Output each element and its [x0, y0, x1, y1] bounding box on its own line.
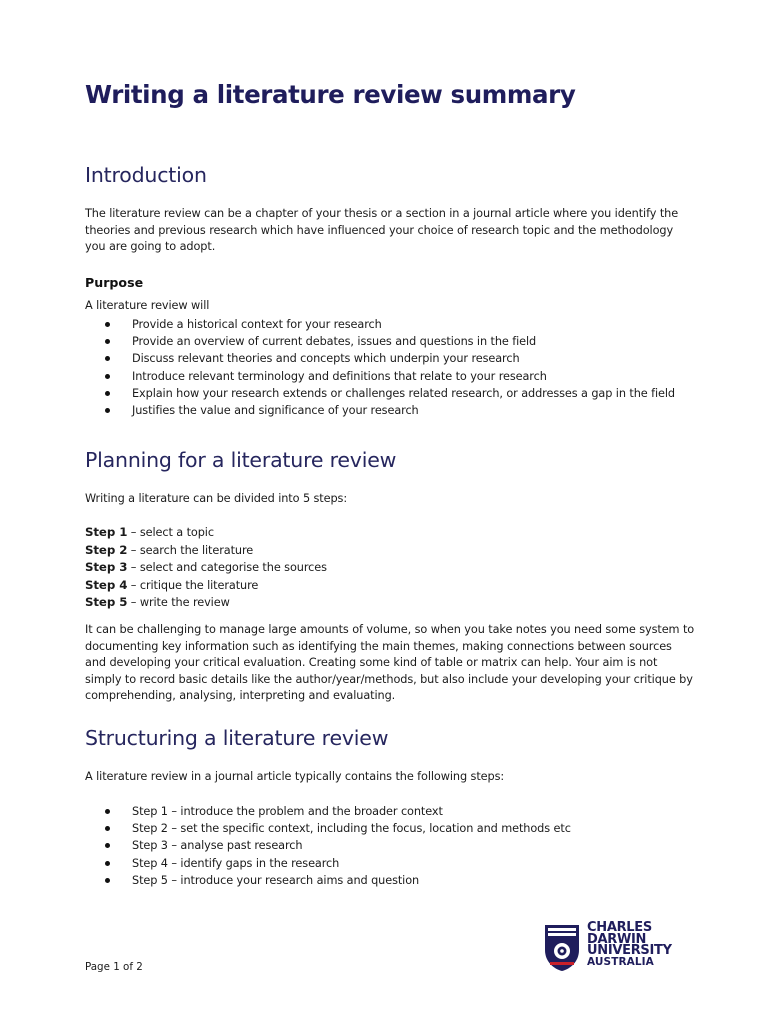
step-line	[85, 594, 327, 612]
structuring-heading: Structuring a literature review	[85, 726, 389, 750]
intro-heading: Introduction	[85, 163, 207, 187]
step-line	[85, 559, 327, 577]
step-label: Step 3	[85, 560, 128, 575]
university-logo	[544, 922, 694, 974]
step-text: – select and categorise the sources	[127, 561, 327, 575]
structuring-list	[85, 803, 571, 889]
step-label: Step 2	[85, 542, 128, 557]
list-item: Step 5 – introduce your research aims and question	[85, 872, 571, 889]
logo-line: UNIVERSITY	[587, 943, 672, 958]
list-item: Introduce relevant terminology and definitions that relate to your research	[85, 368, 675, 385]
list-item: Justifies the value and significance of your research	[85, 402, 675, 419]
planning-steps	[85, 524, 327, 612]
planning-paragraph: It can be challenging to manage large amounts of volume, so when you take notes you need some system to documenting key information such as identifying the main themes, making connections between sources and developing your critical evaluation. Creating some kind of table or matrix can help. Your aim is not simply to record basic details like the author/year/methods, but also include your developing your critique by comprehending, analysing, interpreting and evaluating.	[85, 623, 695, 703]
logo-line: AUSTRALIA	[587, 955, 654, 968]
logo-wordmark	[587, 922, 672, 968]
purpose-list	[85, 316, 675, 419]
crest-icon	[544, 924, 580, 972]
step-text: – select a topic	[127, 526, 214, 539]
planning-heading: Planning for a literature review	[85, 448, 397, 472]
step-text: – write the review	[127, 596, 230, 610]
step-label: Step 5	[85, 595, 128, 610]
list-item: Discuss relevant theories and concepts which underpin your research	[85, 350, 675, 367]
step-line	[85, 577, 327, 595]
list-item: Provide an overview of current debates, issues and questions in the field	[85, 333, 675, 350]
list-item: Step 3 – analyse past research	[85, 837, 571, 854]
step-text: – search the literature	[127, 543, 254, 557]
step-label: Step 4	[85, 577, 128, 592]
logo-line: CHARLES	[587, 920, 652, 935]
page-number: Page 1 of 2	[85, 961, 143, 973]
list-item: Provide a historical context for your research	[85, 316, 675, 333]
structuring-lead: A literature review in a journal article typically contains the following steps:	[85, 770, 505, 783]
list-item: Step 2 – set the specific context, including the focus, location and methods etc	[85, 820, 571, 837]
list-item: Explain how your research extends or challenges related research, or addresses a gap in the field	[85, 385, 675, 402]
step-line	[85, 524, 327, 542]
logo-line: DARWIN	[587, 931, 647, 947]
list-item: Step 4 – identify gaps in the research	[85, 855, 571, 872]
purpose-lead: A literature review will	[85, 299, 210, 312]
intro-paragraph: The literature review can be a chapter of your thesis or a section in a journal article where you identify the theories and previous research which have influenced your choice of research topic and the methodology you are going to adopt.	[85, 207, 679, 254]
step-line	[85, 542, 327, 560]
step-text: – critique the literature	[127, 578, 259, 592]
document-title: Writing a literature review summary	[85, 80, 576, 109]
list-item: Step 1 – introduce the problem and the broader context	[85, 803, 571, 820]
purpose-heading: Purpose	[85, 275, 144, 290]
step-label: Step 1	[85, 525, 128, 539]
planning-lead: Writing a literature can be divided into 5 steps:	[85, 492, 348, 505]
